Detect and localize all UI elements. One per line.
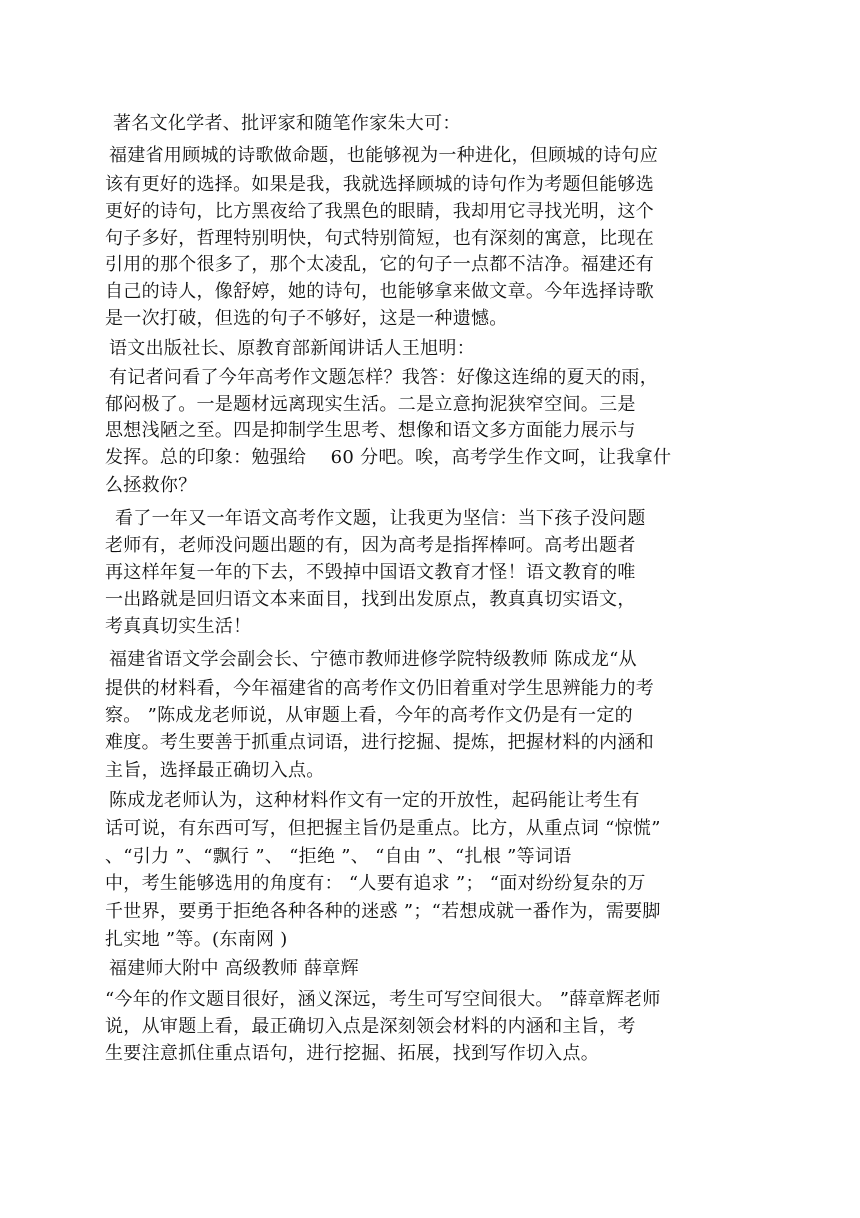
text-line: 福建师大附中 高级教师 薛章辉 <box>109 958 359 979</box>
text-line: 郁闷极了。一是题材远离现实生活。二是立意拘泥狭窄空间。三是 <box>105 394 636 415</box>
text-line: 发挥。总的印象：勉强给 60 分吧。唉，高考学生作文呵，让我拿什 <box>105 447 672 468</box>
text-line: 是一次打破，但选的句子不够好，这是一种遗憾。 <box>105 308 508 329</box>
text-line: 语文出版社长、原教育部新闻讲话人王旭明： <box>109 338 475 359</box>
text-line: 福建省语文学会副会长、宁德市教师进修学院特级教师 陈成龙“从 <box>109 649 637 670</box>
text-line: 中，考生能够选用的角度有： “人要有追求 ”； “面对纷纷复杂的万 <box>105 873 646 894</box>
text-line: 一出路就是回归语文本来面目，找到出发原点，教真真切实语文， <box>105 589 636 610</box>
text-line: 老师有，老师没问题出题的有，因为高考是指挥棒呵。高考出题者 <box>105 535 636 556</box>
text-line: 有记者问看了今年高考作文题怎样？我答：好像这连绵的夏天的雨， <box>109 367 658 388</box>
text-line: 再这样年复一年的下去，不毁掉中国语文教育才怪！语文教育的唯 <box>105 562 636 583</box>
text-line: “今年的作文题目很好，涵义深远，考生可写空间很大。 ”薛章辉老师 <box>105 989 661 1010</box>
text-line: 么拯救你？ <box>105 475 197 496</box>
text-line: 引用的那个很多了，那个太凌乱，它的句子一点都不洁净。福建还有 <box>105 254 654 275</box>
text-line: 陈成龙老师认为，这种材料作文有一定的开放性，起码能让考生有 <box>109 790 640 811</box>
text-line: 生要注意抓住重点语句，进行挖掘、拓展，找到写作切入点。 <box>105 1043 600 1064</box>
text-line: 千世界，要勇于拒绝各种各种的迷惑 ”；“若想成就一番作为，需要脚 <box>105 901 661 922</box>
text-line: 更好的诗句，比方黑夜给了我黑色的眼睛，我却用它寻找光明，这个 <box>105 201 654 222</box>
text-line: 提供的材料看，今年福建省的高考作文仍旧着重对学生思辨能力的考 <box>105 678 654 699</box>
text-line: 难度。考生要善于抓重点词语，进行挖掘、提炼，把握材料的内涵和 <box>105 732 654 753</box>
text-line: 该有更好的选择。如果是我，我就选择顾城的诗句作为考题但能够选 <box>105 174 654 195</box>
text-line: 扎实地 ”等。(东南网 ) <box>105 929 288 950</box>
text-line: 话可说，有东西可写，但把握主旨仍是重点。比方，从重点词 “惊慌” <box>105 818 661 839</box>
text-line: 主旨，选择最正确切入点。 <box>105 760 325 781</box>
text-line: 著名文化学者、批评家和随笔作家朱大可： <box>113 113 461 134</box>
text-line: 察。 ”陈成龙老师说，从审题上看，今年的高考作文仍是有一定的 <box>105 705 633 726</box>
text-line: 句子多好，哲理特别明快，句式特别简短，也有深刻的寓意，比现在 <box>105 228 654 249</box>
text-line: 、“引力 ”、“飘行 ”、 “拒绝 ”、 “自由 ”、“扎根 ”等词语 <box>105 846 572 867</box>
text-line: 看了一年又一年语文高考作文题，让我更为坚信：当下孩子没问题 <box>115 508 646 529</box>
text-line: 思想浅陋之至。四是抑制学生思考、想像和语文多方面能力展示与 <box>105 420 636 441</box>
text-line: 考真真切实生活！ <box>105 616 252 637</box>
text-line: 说，从审题上看，最正确切入点是深刻领会材料的内涵和主旨，考 <box>105 1016 636 1037</box>
text-line: 自己的诗人，像舒婷，她的诗句，也能够拿来做文章。今年选择诗歌 <box>105 281 654 302</box>
text-line: 福建省用顾城的诗歌做命题，也能够视为一种进化，但顾城的诗句应 <box>109 145 658 166</box>
